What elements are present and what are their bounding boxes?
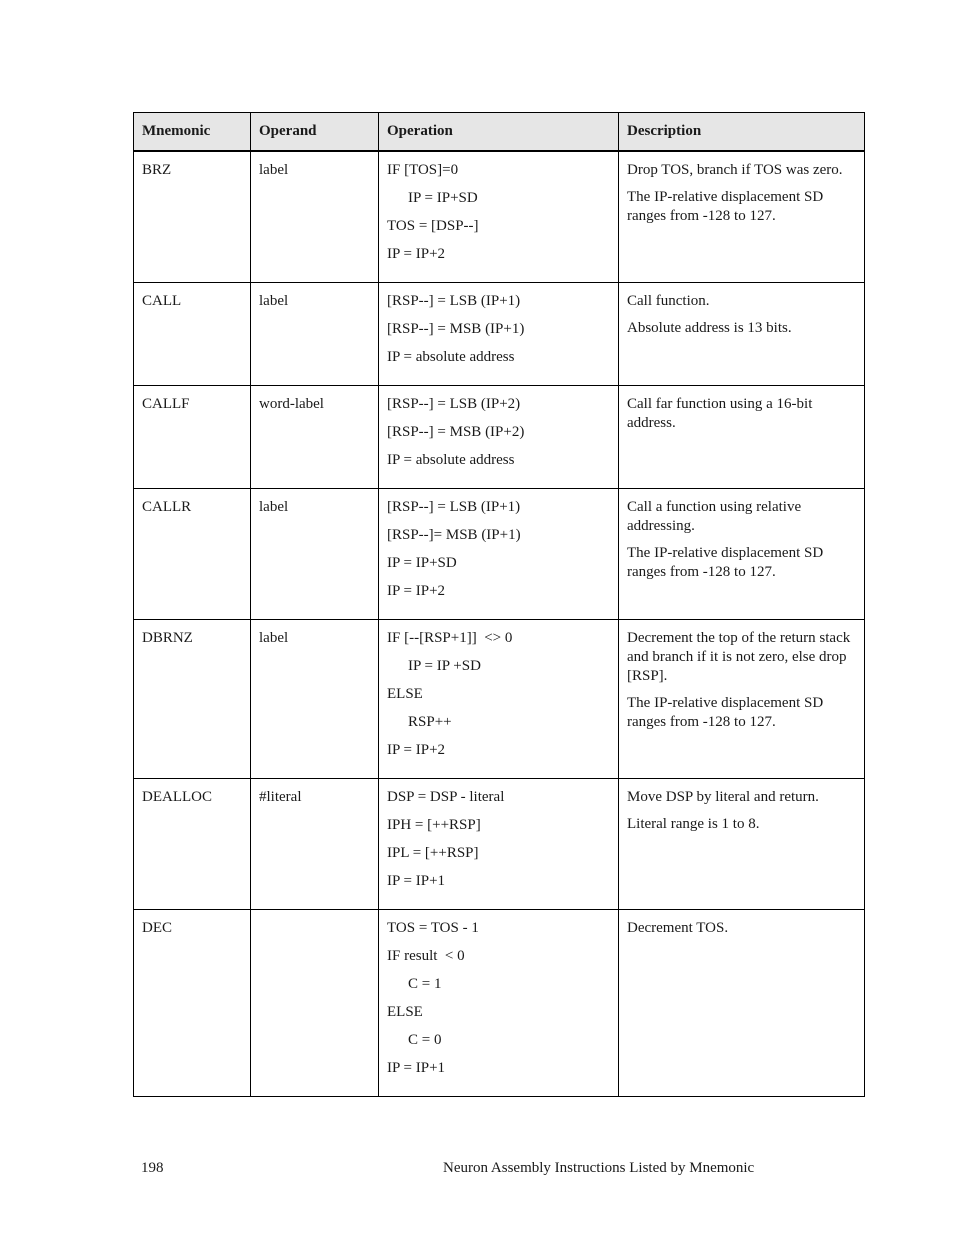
header-operand: Operand bbox=[251, 113, 379, 152]
description-paragraph: The IP-relative displacement SD ranges from -128 to 127. bbox=[627, 545, 824, 580]
operation-line: C = 0 bbox=[408, 1032, 442, 1048]
mnemonic-cell: DEALLOC bbox=[134, 779, 251, 910]
operation-line: IP = IP+1 bbox=[387, 1060, 446, 1076]
mnemonic-cell: DBRNZ bbox=[134, 620, 251, 779]
operation-cell bbox=[379, 151, 619, 283]
description-cell bbox=[619, 283, 865, 386]
operation-line: IPL = [++RSP] bbox=[387, 845, 479, 861]
operation-cell bbox=[379, 489, 619, 620]
operand-cell: label bbox=[251, 283, 379, 386]
description-cell bbox=[619, 620, 865, 779]
operation-cell bbox=[379, 779, 619, 910]
operation-line: IF [TOS]=0 bbox=[387, 162, 459, 178]
table-header-row bbox=[134, 113, 865, 152]
operation-line: [RSP--] = MSB (IP+2) bbox=[387, 424, 525, 440]
mnemonic-cell: DEC bbox=[134, 910, 251, 1097]
operation-line: IP = IP+2 bbox=[387, 583, 446, 599]
operation-line: IP = IP+2 bbox=[387, 742, 446, 758]
operand-cell: label bbox=[251, 620, 379, 779]
operation-line: DSP = DSP - literal bbox=[387, 789, 505, 805]
description-paragraph: Absolute address is 13 bits. bbox=[627, 320, 792, 336]
description-paragraph: Call function. bbox=[627, 293, 710, 309]
operation-line: IP = IP+1 bbox=[387, 873, 446, 889]
description-cell bbox=[619, 779, 865, 910]
description-paragraph: Call far function using a 16-bit address. bbox=[627, 396, 813, 431]
page-number: 198 bbox=[141, 1160, 164, 1176]
table-row bbox=[134, 910, 865, 1097]
operation-line: IP = absolute address bbox=[387, 452, 515, 468]
table-row bbox=[134, 151, 865, 283]
operation-line: [RSP--] = LSB (IP+1) bbox=[387, 499, 521, 515]
operation-cell bbox=[379, 386, 619, 489]
mnemonic-cell: CALLR bbox=[134, 489, 251, 620]
description-paragraph: The IP-relative displacement SD ranges from -128 to 127. bbox=[627, 189, 824, 224]
operation-line: IP = IP +SD bbox=[408, 658, 481, 674]
table-row bbox=[134, 386, 865, 489]
description-paragraph: Drop TOS, branch if TOS was zero. bbox=[627, 162, 843, 178]
header-description: Description bbox=[619, 113, 865, 152]
description-paragraph: Decrement TOS. bbox=[627, 920, 729, 936]
operation-line: ELSE bbox=[387, 686, 423, 702]
operation-line: IP = IP+SD bbox=[387, 555, 457, 571]
description-cell bbox=[619, 151, 865, 283]
operation-line: ELSE bbox=[387, 1004, 423, 1020]
header-operation: Operation bbox=[379, 113, 619, 152]
operation-cell bbox=[379, 283, 619, 386]
mnemonic-cell: CALLF bbox=[134, 386, 251, 489]
operand-cell: word-label bbox=[251, 386, 379, 489]
operation-line: RSP++ bbox=[408, 714, 452, 730]
operation-line: TOS = [DSP--] bbox=[387, 218, 479, 234]
description-cell bbox=[619, 386, 865, 489]
instruction-table bbox=[133, 112, 865, 1097]
description-paragraph: Call a function using relative addressing. bbox=[627, 499, 802, 534]
operation-line: IP = absolute address bbox=[387, 349, 515, 365]
running-footer-title: Neuron Assembly Instructions Listed by Mnemonic bbox=[443, 1160, 755, 1176]
operand-cell: #literal bbox=[251, 779, 379, 910]
description-paragraph: The IP-relative displacement SD ranges from -128 to 127. bbox=[627, 695, 824, 730]
operation-line: IF [--[RSP+1]] <> 0 bbox=[387, 630, 513, 646]
description-cell bbox=[619, 910, 865, 1097]
operation-line: TOS = TOS - 1 bbox=[387, 920, 479, 936]
table-row bbox=[134, 779, 865, 910]
operation-line: [RSP--] = MSB (IP+1) bbox=[387, 321, 525, 337]
table-row bbox=[134, 620, 865, 779]
description-paragraph: Decrement the top of the return stack and branch if it is not zero, else drop [RSP]. bbox=[627, 630, 851, 684]
operation-line: [RSP--] = LSB (IP+1) bbox=[387, 293, 521, 309]
operation-line: [RSP--]= MSB (IP+1) bbox=[387, 527, 521, 543]
description-paragraph: Move DSP by literal and return. bbox=[627, 789, 819, 805]
operation-line: IP = IP+SD bbox=[408, 190, 478, 206]
operation-line: IPH = [++RSP] bbox=[387, 817, 481, 833]
table-row bbox=[134, 489, 865, 620]
operand-cell: label bbox=[251, 489, 379, 620]
operation-cell bbox=[379, 620, 619, 779]
description-cell bbox=[619, 489, 865, 620]
operation-line: IF result < 0 bbox=[387, 948, 465, 964]
operation-line: C = 1 bbox=[408, 976, 442, 992]
operation-line: [RSP--] = LSB (IP+2) bbox=[387, 396, 521, 412]
mnemonic-cell: BRZ bbox=[134, 151, 251, 283]
description-paragraph: Literal range is 1 to 8. bbox=[627, 816, 760, 832]
operation-cell bbox=[379, 910, 619, 1097]
operand-cell bbox=[251, 910, 379, 1097]
table-body bbox=[134, 151, 865, 1097]
operation-line: IP = IP+2 bbox=[387, 246, 446, 262]
mnemonic-cell: CALL bbox=[134, 283, 251, 386]
operand-cell: label bbox=[251, 151, 379, 283]
table-row bbox=[134, 283, 865, 386]
header-mnemonic: Mnemonic bbox=[134, 113, 251, 152]
